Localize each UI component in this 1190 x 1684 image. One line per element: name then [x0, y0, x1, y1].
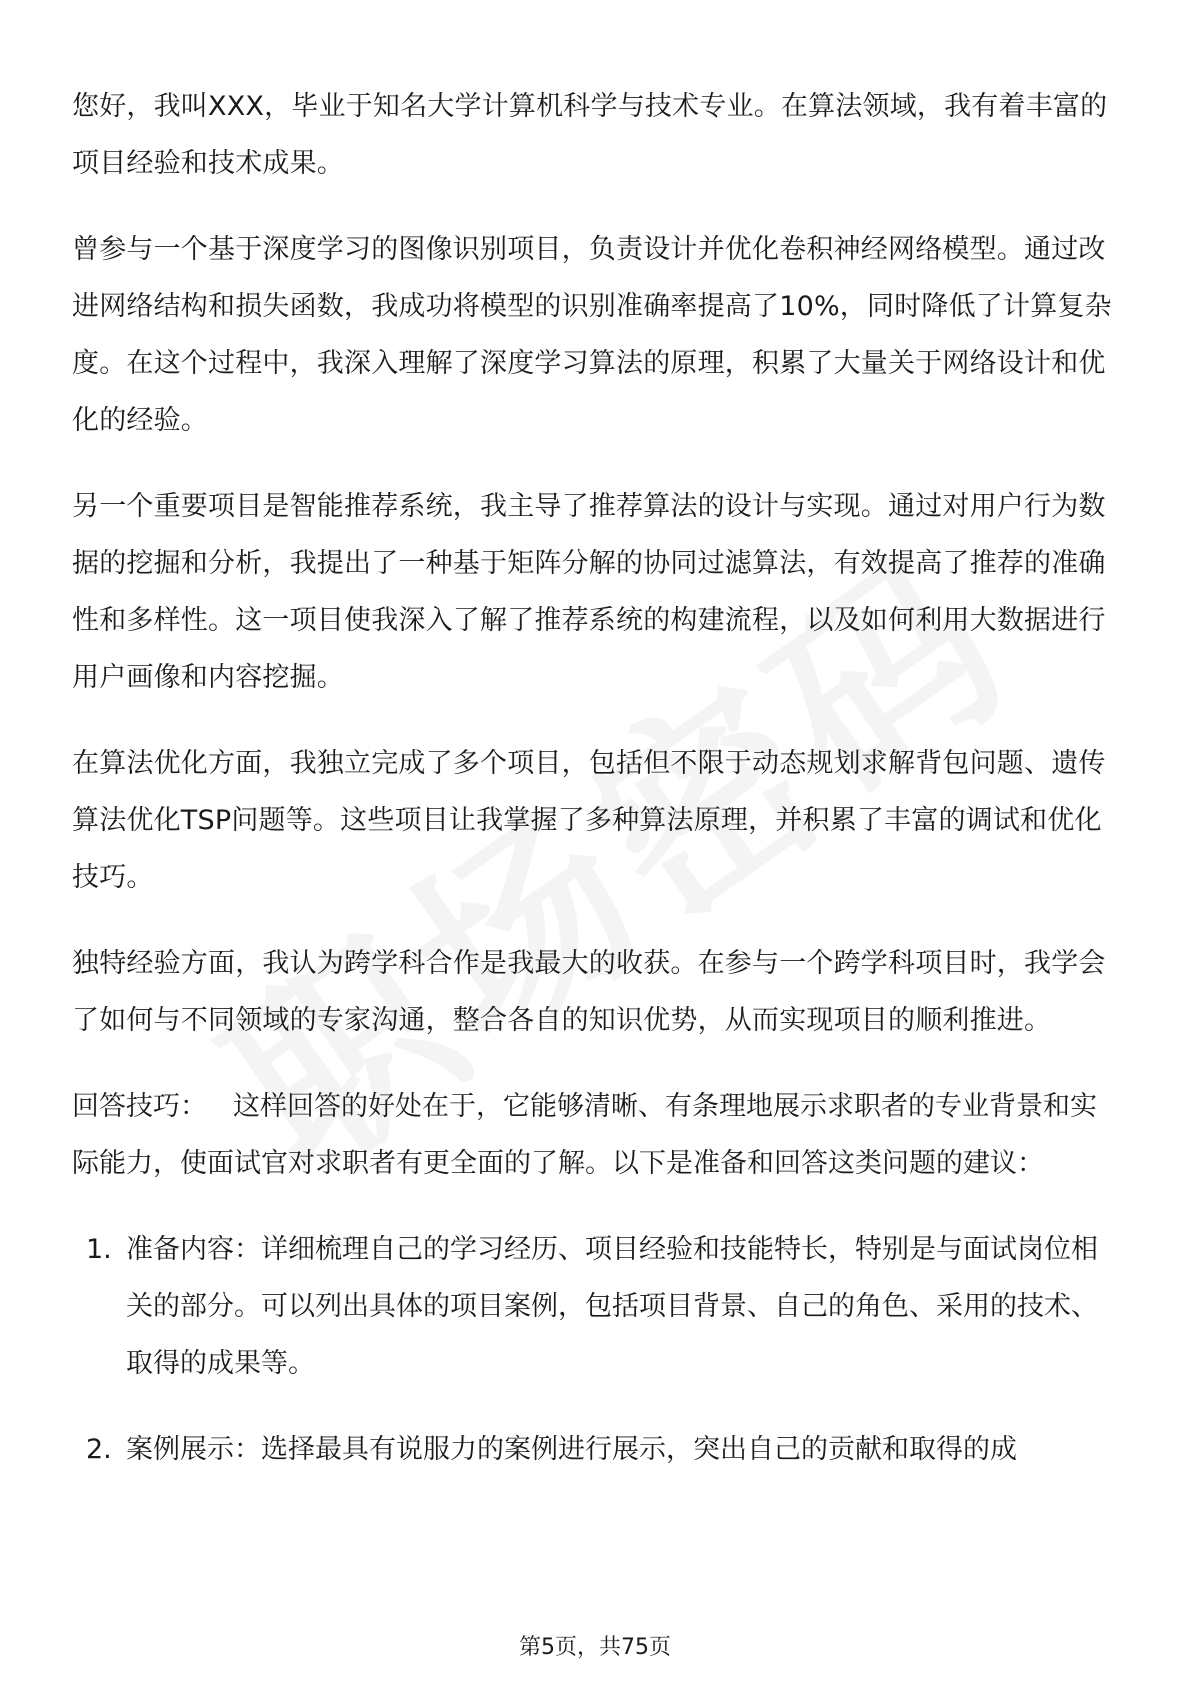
document-body — [72, 78, 1122, 1507]
paragraph-recommendation: 另一个重要项目是智能推荐系统，我主导了推荐算法的设计与实现。通过对用户行为数据的挖掘和分析，我提出了一种基于矩阵分解的协同过滤算法，有效提高了推荐的准确性和多样性。这一项目使我深入了解了推荐系统的构建流程，以及如何利用大数据进行用户画像和内容挖掘。 — [72, 491, 1106, 693]
page-number-footer: 第5页，共75页 — [519, 1635, 671, 1660]
list-item-number: 2. — [86, 1434, 112, 1465]
suggestion-list — [72, 1221, 1122, 1478]
paragraph-algorithm-optimization: 在算法优化方面，我独立完成了多个项目，包括但不限于动态规划求解背包问题、遗传算法优化TSP问题等。这些项目让我掌握了多种算法原理，并积累了丰富的调试和优化技巧。 — [72, 748, 1106, 893]
list-item — [72, 1421, 1122, 1478]
answer-tip-text: 这样回答的好处在于，它能够清晰、有条理地展示求职者的专业背景和实际能力，使面试官对求职者有更全面的了解。以下是准备和回答这类问题的建议： — [72, 1091, 1097, 1179]
paragraph-image-recognition: 曾参与一个基于深度学习的图像识别项目，负责设计并优化卷积神经网络模型。通过改进网络结构和损失函数，我成功将模型的识别准确率提高了10%，同时降低了计算复杂度。在这个过程中，我深入理解了深度学习算法的原理，积累了大量关于网络设计和优化的经验。 — [72, 234, 1112, 436]
paragraph-intro: 您好，我叫XXX，毕业于知名大学计算机科学与技术专业。在算法领域，我有着丰富的项目经验和技术成果。 — [72, 91, 1108, 179]
list-item-text: 准备内容：详细梳理自己的学习经历、项目经验和技能特长，特别是与面试岗位相关的部分。可以列出具体的项目案例，包括项目背景、自己的角色、采用的技术、取得的成果等。 — [126, 1234, 1098, 1379]
answer-tip — [72, 1078, 1122, 1192]
list-item-number: 1. — [86, 1234, 112, 1265]
answer-tip-label: 回答技巧： — [72, 1091, 207, 1122]
list-item — [72, 1221, 1122, 1392]
paragraph-unique-experience: 独特经验方面，我认为跨学科合作是我最大的收获。在参与一个跨学科项目时，我学会了如何与不同领域的专家沟通，整合各自的知识优势，从而实现项目的顺利推进。 — [72, 948, 1106, 1036]
list-item-text: 案例展示：选择最具有说服力的案例进行展示，突出自己的贡献和取得的成 — [126, 1434, 1017, 1465]
